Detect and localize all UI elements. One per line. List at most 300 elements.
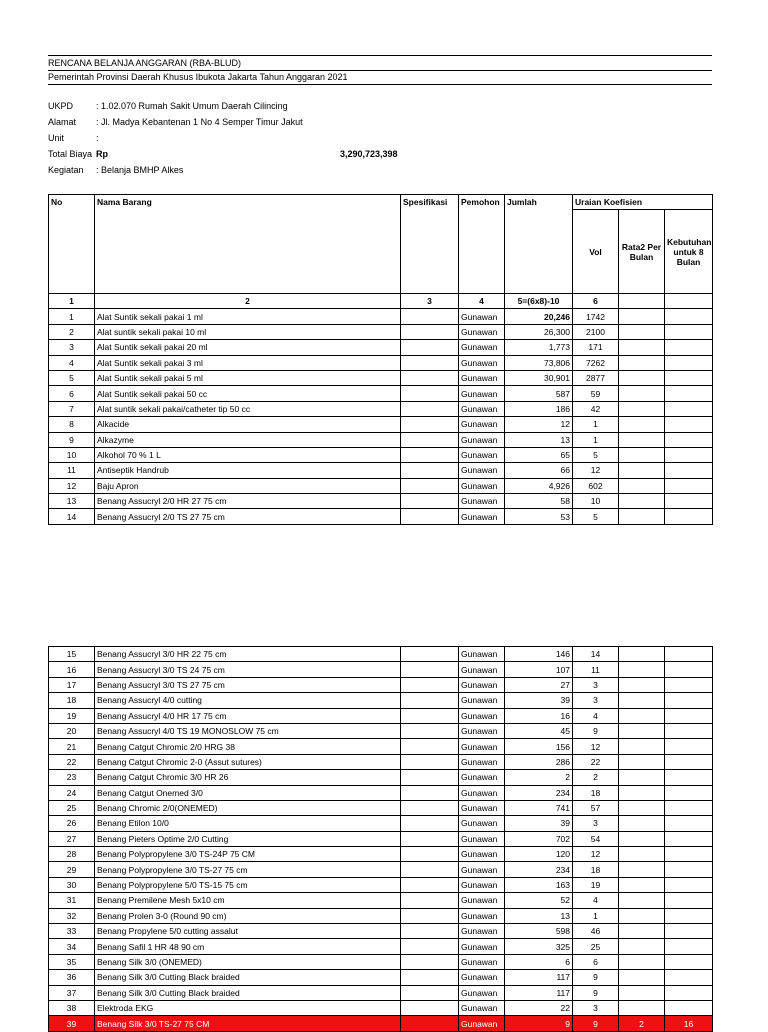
row-pemohon: Gunawan [459,954,505,969]
row-rata2 [619,708,665,723]
row-vol: 12 [573,739,619,754]
row-vol: 5 [573,509,619,524]
row-spesifikasi [401,739,459,754]
row-pemohon: Gunawan [459,924,505,939]
row-spesifikasi [401,386,459,401]
row-vol: 12 [573,463,619,478]
row-spesifikasi [401,478,459,493]
row-pemohon: Gunawan [459,340,505,355]
row-kebutuhan [665,494,713,509]
row-pemohon: Gunawan [459,939,505,954]
row-nama-barang: Benang Assucryl 2/0 TS 27 75 cm [95,509,401,524]
row-no: 8 [49,417,95,432]
row-no: 19 [49,708,95,723]
table-row [49,908,713,923]
row-rata2 [619,478,665,493]
row-kebutuhan [665,723,713,738]
row-rata2 [619,754,665,769]
row-jumlah: 52 [505,893,573,908]
row-vol: 3 [573,693,619,708]
row-rata2 [619,370,665,385]
row-spesifikasi [401,647,459,662]
row-no: 12 [49,478,95,493]
row-rata2 [619,831,665,846]
row-spesifikasi [401,463,459,478]
row-spesifikasi [401,708,459,723]
row-nama-barang: Alkohol 70 % 1 L [95,447,401,462]
row-rata2 [619,447,665,462]
row-kebutuhan [665,1000,713,1015]
row-nama-barang: Alat Suntik sekali pakai 3 ml [95,355,401,370]
row-rata2 [619,723,665,738]
row-rata2 [619,693,665,708]
row-kebutuhan [665,386,713,401]
row-kebutuhan [665,739,713,754]
table-row [49,723,713,738]
row-no: 39 [49,1016,95,1031]
info-alamat [48,117,303,127]
row-rata2 [619,401,665,416]
row-no: 25 [49,800,95,815]
row-rata2 [619,647,665,662]
table-row [49,785,713,800]
row-vol: 14 [573,647,619,662]
row-no: 24 [49,785,95,800]
row-spesifikasi [401,877,459,892]
row-no: 23 [49,770,95,785]
row-nama-barang: Alat Suntik sekali pakai 50 cc [95,386,401,401]
row-no: 20 [49,723,95,738]
row-kebutuhan [665,478,713,493]
row-vol: 54 [573,831,619,846]
row-nama-barang: Alkacide [95,417,401,432]
row-kebutuhan [665,693,713,708]
row-no: 6 [49,386,95,401]
row-no: 21 [49,739,95,754]
table-row [49,893,713,908]
table-row [49,447,713,462]
row-no: 3 [49,340,95,355]
row-jumlah: 146 [505,647,573,662]
row-kebutuhan: 16 [665,1016,713,1031]
table-row [49,417,713,432]
row-vol: 5 [573,447,619,462]
index-cell: 3 [401,294,459,309]
row-nama-barang: Benang Silk 3/0 Cutting Black braided [95,970,401,985]
table-row [49,877,713,892]
kegiatan-label: Kegiatan [48,165,84,175]
row-pemohon: Gunawan [459,985,505,1000]
row-rata2 [619,417,665,432]
table-row [49,355,713,370]
row-rata2 [619,770,665,785]
row-jumlah: 120 [505,847,573,862]
row-nama-barang: Benang Assucryl 4/0 cutting [95,693,401,708]
index-cell: 4 [459,294,505,309]
document-subtitle: Pemerintah Provinsi Daerah Khusus Ibukota Jakarta Tahun Anggaran 2021 [48,70,712,85]
row-pemohon: Gunawan [459,770,505,785]
table-row [49,324,713,339]
row-nama-barang: Benang Safil 1 HR 48 90 cm [95,939,401,954]
row-kebutuhan [665,432,713,447]
row-nama-barang: Benang Polypropylene 3/0 TS-27 75 cm [95,862,401,877]
row-kebutuhan [665,816,713,831]
row-nama-barang: Benang Silk 3/0 TS-27 75 CM [95,1016,401,1031]
row-rata2 [619,463,665,478]
row-no: 27 [49,831,95,846]
row-kebutuhan [665,401,713,416]
table-row [49,463,713,478]
row-jumlah: 6 [505,954,573,969]
info-kegiatan [48,165,183,175]
row-kebutuhan [665,309,713,324]
row-spesifikasi [401,447,459,462]
row-rata2 [619,324,665,339]
row-rata2 [619,386,665,401]
row-spesifikasi [401,770,459,785]
row-pemohon: Gunawan [459,324,505,339]
row-pemohon: Gunawan [459,908,505,923]
row-jumlah: 9 [505,1016,573,1031]
row-jumlah: 66 [505,463,573,478]
row-vol: 2100 [573,324,619,339]
row-rata2 [619,908,665,923]
row-kebutuhan [665,370,713,385]
row-pemohon: Gunawan [459,370,505,385]
table-row [49,816,713,831]
row-vol: 46 [573,924,619,939]
header-kebutuhan: Kebutuhan untuk 8 Bulan [665,210,713,294]
row-nama-barang: Benang Assucryl 4/0 HR 17 75 cm [95,708,401,723]
row-rata2 [619,309,665,324]
row-spesifikasi [401,785,459,800]
table-row [49,970,713,985]
row-nama-barang: Alkazyme [95,432,401,447]
info-unit [48,133,99,143]
row-pemohon: Gunawan [459,693,505,708]
row-no: 7 [49,401,95,416]
row-jumlah: 186 [505,401,573,416]
row-jumlah: 234 [505,862,573,877]
row-rata2 [619,355,665,370]
row-no: 30 [49,877,95,892]
row-jumlah: 26,300 [505,324,573,339]
row-nama-barang: Alat Suntik sekali pakai 5 ml [95,370,401,385]
row-pemohon: Gunawan [459,662,505,677]
row-no: 5 [49,370,95,385]
row-nama-barang: Antiseptik Handrub [95,463,401,478]
row-nama-barang: Benang Assucryl 2/0 HR 27 75 cm [95,494,401,509]
index-cell [665,294,713,309]
row-nama-barang: Benang Chromic 2/0(ONEMED) [95,800,401,815]
row-spesifikasi [401,370,459,385]
row-jumlah: 22 [505,1000,573,1015]
row-jumlah: 117 [505,970,573,985]
row-pemohon: Gunawan [459,447,505,462]
row-vol: 2877 [573,370,619,385]
table-row [49,662,713,677]
row-pemohon: Gunawan [459,494,505,509]
row-spesifikasi [401,340,459,355]
row-jumlah: 117 [505,985,573,1000]
row-vol: 1742 [573,309,619,324]
row-pemohon: Gunawan [459,893,505,908]
row-no: 32 [49,908,95,923]
row-kebutuhan [665,847,713,862]
row-rata2 [619,893,665,908]
row-rata2 [619,862,665,877]
row-vol: 11 [573,662,619,677]
row-spesifikasi [401,862,459,877]
table-row [49,677,713,692]
row-spesifikasi [401,893,459,908]
row-kebutuhan [665,785,713,800]
row-vol: 3 [573,816,619,831]
row-jumlah: 587 [505,386,573,401]
row-rata2 [619,1000,665,1015]
row-jumlah: 20,246 [505,309,573,324]
row-nama-barang: Alat suntik sekali pakai 10 ml [95,324,401,339]
row-nama-barang: Alat Suntik sekali pakai 1 ml [95,309,401,324]
row-rata2 [619,677,665,692]
row-spesifikasi [401,677,459,692]
row-vol: 1 [573,908,619,923]
row-vol: 6 [573,954,619,969]
row-spesifikasi [401,908,459,923]
row-kebutuhan [665,939,713,954]
row-pemohon: Gunawan [459,723,505,738]
row-no: 35 [49,954,95,969]
row-pemohon: Gunawan [459,432,505,447]
table-row [49,401,713,416]
row-spesifikasi [401,355,459,370]
table-row [49,985,713,1000]
row-kebutuhan [665,662,713,677]
row-pemohon: Gunawan [459,847,505,862]
row-kebutuhan [665,463,713,478]
row-no: 33 [49,924,95,939]
row-vol: 19 [573,877,619,892]
row-rata2 [619,432,665,447]
row-jumlah: 107 [505,662,573,677]
table-row [49,309,713,324]
row-kebutuhan [665,908,713,923]
row-nama-barang: Benang Premilene Mesh 5x10 cm [95,893,401,908]
row-jumlah: 12 [505,417,573,432]
row-vol: 42 [573,401,619,416]
row-kebutuhan [665,708,713,723]
row-pemohon: Gunawan [459,708,505,723]
header-rata2: Rata2 Per Bulan [619,210,665,294]
row-vol: 1 [573,417,619,432]
row-kebutuhan [665,862,713,877]
row-rata2 [619,340,665,355]
row-kebutuhan [665,877,713,892]
row-vol: 18 [573,862,619,877]
row-kebutuhan [665,447,713,462]
row-nama-barang: Benang Catgut Chromic 2-0 (Assut sutures) [95,754,401,769]
row-jumlah: 30,901 [505,370,573,385]
row-kebutuhan [665,970,713,985]
table-row [49,831,713,846]
row-jumlah: 163 [505,877,573,892]
row-jumlah: 4,926 [505,478,573,493]
table-row [49,754,713,769]
table-row [49,862,713,877]
header-vol: Vol [573,210,619,294]
row-kebutuhan [665,677,713,692]
row-no: 4 [49,355,95,370]
row-no: 10 [49,447,95,462]
row-pemohon: Gunawan [459,800,505,815]
row-nama-barang: Benang Polypropylene 5/0 TS-15 75 cm [95,877,401,892]
row-spesifikasi [401,954,459,969]
row-no: 18 [49,693,95,708]
row-nama-barang: Benang Pieters Optime 2/0 Cutting [95,831,401,846]
row-pemohon: Gunawan [459,970,505,985]
row-kebutuhan [665,647,713,662]
row-vol: 602 [573,478,619,493]
table-row [49,770,713,785]
table-row [49,647,713,662]
row-jumlah: 16 [505,708,573,723]
row-no: 28 [49,847,95,862]
row-vol: 59 [573,386,619,401]
row-pemohon: Gunawan [459,509,505,524]
header-uraian-koefisien: Uraian Koefisien [573,195,713,210]
row-pemohon: Gunawan [459,785,505,800]
table-row [49,800,713,815]
row-no: 17 [49,677,95,692]
row-rata2 [619,816,665,831]
info-total [48,149,448,159]
row-jumlah: 2 [505,770,573,785]
table-row [49,708,713,723]
row-vol: 9 [573,970,619,985]
row-rata2 [619,877,665,892]
row-vol: 1 [573,432,619,447]
row-nama-barang: Benang Silk 3/0 Cutting Black braided [95,985,401,1000]
row-spesifikasi [401,509,459,524]
row-kebutuhan [665,340,713,355]
row-spesifikasi [401,417,459,432]
row-kebutuhan [665,355,713,370]
row-jumlah: 13 [505,432,573,447]
document-title: RENCANA BELANJA ANGGARAN (RBA-BLUD) [48,55,712,71]
row-no: 37 [49,985,95,1000]
row-spesifikasi [401,723,459,738]
table-row [49,494,713,509]
row-nama-barang: Benang Assucryl 3/0 HR 22 75 cm [95,647,401,662]
table-row [49,340,713,355]
row-pemohon: Gunawan [459,647,505,662]
table-row [49,954,713,969]
row-vol: 57 [573,800,619,815]
row-spesifikasi [401,693,459,708]
alamat-value: : Jl. Madya Kebantenan 1 No 4 Semper Timur Jakut [96,117,303,127]
row-spesifikasi [401,847,459,862]
row-vol: 9 [573,985,619,1000]
table-row [49,370,713,385]
row-nama-barang: Benang Etilon 10/0 [95,816,401,831]
table-row [49,509,713,524]
row-jumlah: 1,773 [505,340,573,355]
row-nama-barang: Benang Silk 3/0 (ONEMED) [95,954,401,969]
row-jumlah: 325 [505,939,573,954]
row-rata2 [619,924,665,939]
index-cell: 5=(6x8)-10 [505,294,573,309]
row-rata2 [619,985,665,1000]
row-no: 1 [49,309,95,324]
row-pemohon: Gunawan [459,754,505,769]
row-rata2 [619,800,665,815]
row-rata2 [619,494,665,509]
info-ukpd [48,101,288,111]
row-vol: 22 [573,754,619,769]
row-nama-barang: Benang Polypropylene 3/0 TS-24P 75 CM [95,847,401,862]
row-no: 11 [49,463,95,478]
row-pemohon: Gunawan [459,677,505,692]
table-row [49,739,713,754]
row-rata2 [619,509,665,524]
row-rata2 [619,939,665,954]
row-jumlah: 45 [505,723,573,738]
row-no: 22 [49,754,95,769]
row-spesifikasi [401,924,459,939]
row-vol: 9 [573,723,619,738]
row-vol: 10 [573,494,619,509]
index-cell: 6 [573,294,619,309]
row-jumlah: 702 [505,831,573,846]
ukpd-value: : 1.02.070 Rumah Sakit Umum Daerah Cilincing [96,101,288,111]
header-jumlah: Jumlah [505,195,573,294]
row-nama-barang: Benang Catgut Chromic 2/0 HRG 38 [95,739,401,754]
row-vol: 9 [573,1016,619,1031]
row-vol: 171 [573,340,619,355]
row-nama-barang: Elektroda EKG [95,1000,401,1015]
row-jumlah: 53 [505,509,573,524]
row-pemohon: Gunawan [459,816,505,831]
row-jumlah: 13 [505,908,573,923]
row-nama-barang: Baju Apron [95,478,401,493]
row-jumlah: 58 [505,494,573,509]
row-rata2 [619,785,665,800]
row-vol: 7262 [573,355,619,370]
row-no: 34 [49,939,95,954]
header-nama-barang: Nama Barang [95,195,401,294]
row-nama-barang: Benang Assucryl 3/0 TS 27 75 cm [95,677,401,692]
row-vol: 2 [573,770,619,785]
row-rata2 [619,662,665,677]
row-jumlah: 39 [505,693,573,708]
row-jumlah: 741 [505,800,573,815]
row-spesifikasi [401,494,459,509]
row-no: 26 [49,816,95,831]
row-kebutuhan [665,417,713,432]
row-vol: 25 [573,939,619,954]
row-spesifikasi [401,831,459,846]
total-label: Total Biaya [48,149,93,159]
row-spesifikasi [401,985,459,1000]
row-vol: 18 [573,785,619,800]
table-row [49,432,713,447]
row-kebutuhan [665,324,713,339]
budget-table-2 [48,646,713,1032]
row-spesifikasi [401,401,459,416]
row-spesifikasi [401,309,459,324]
row-spesifikasi [401,754,459,769]
index-cell [619,294,665,309]
